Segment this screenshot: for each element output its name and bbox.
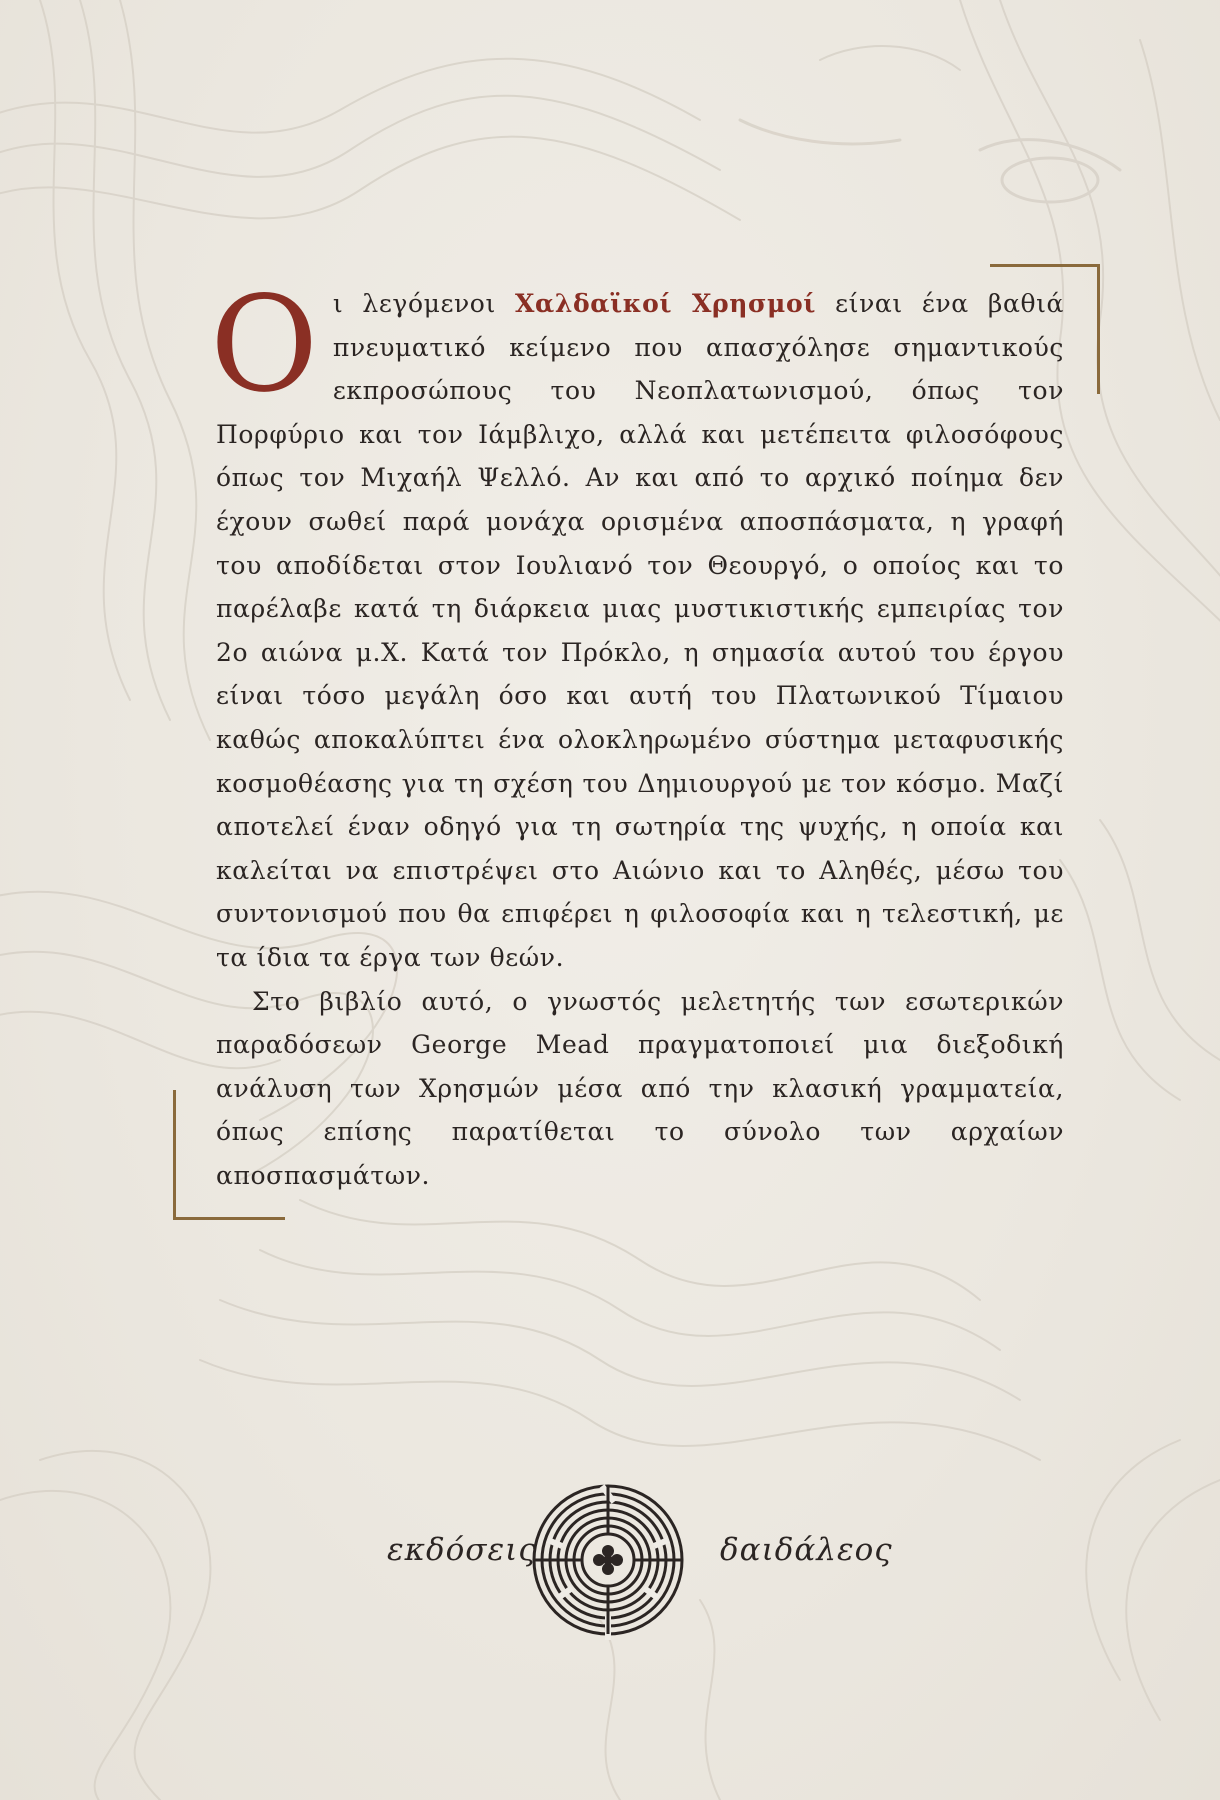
- book-title-highlight: Χαλδαϊκοί Χρησμοί: [515, 289, 816, 318]
- drop-cap: Ο: [210, 268, 319, 422]
- publisher-word-left: εκδόσεις: [387, 1532, 537, 1568]
- frame-corner-top-right: [990, 264, 1100, 267]
- publisher-word-right: δαιδάλεος: [720, 1532, 893, 1568]
- publisher-imprint: [0, 1480, 1220, 1640]
- labyrinth-icon: [528, 1480, 688, 1640]
- frame-corner-top-right-vertical: [1097, 264, 1100, 394]
- blurb-paragraph-2: Στο βιβλίο αυτό, ο γνωστός μελετητής των εσωτερικών παραδόσεων George Mead πραγματοποιεί μια διεξοδική ανάλυση των Χρησμών μέσα από την κλασική γραμματεία, όπως επίσης παρατίθεται το σύνολο των αρχαίων αποσπασμάτων.: [216, 986, 1064, 1190]
- blurb-text: [210, 268, 1064, 1197]
- blurb-lead: ι λεγόμενοι: [332, 289, 516, 318]
- blurb-body: είναι ένα βαθιά πνευματικό κείμενο που απασχόλησε σημαντικούς εκπροσώπους του Νεοπλατωνισμού, όπως τον Πορφύριο και τον Ιάμβλιχο, αλλά και μετέπειτα φιλοσόφους όπως τον Μιχαήλ Ψελλό. Αν και από το αρχικό ποίημα δεν έχουν σωθεί παρά μονάχα ορισμένα αποσπάσματα, η γραφή του αποδίδεται στον Ιουλιανό τον Θεουργό, ο οποίος και το παρέλαβε κατά τη διάρκεια μιας μυστικιστικής εμπειρίας τον 2ο αιώνα μ.Χ. Κατά τον Πρόκλο, η σημασία αυτού του έργου είναι τόσο μεγάλη όσο και αυτή του Πλατωνικού Τίμαιου καθώς αποκαλύπτει ένα ολοκληρωμένο σύστημα μεταφυσικής κοσμοθέασης για τη σχέση του Δημιουργού με τον κόσμο. Μαζί αποτελεί έναν οδηγό για τη σωτηρία της ψυχής, η οποία και καλείται να επιστρέψει στο Αιώνιο και το Αληθές, μέσω του συντονισμού που θα επιφέρει η φιλοσοφία και η τελεστική, με τα ίδια τα έργα των θεών.: [216, 289, 1064, 972]
- frame-corner-bottom-left: [173, 1217, 285, 1220]
- frame-corner-bottom-left-vertical: [173, 1090, 176, 1220]
- blurb-paragraph-1: [210, 268, 1064, 980]
